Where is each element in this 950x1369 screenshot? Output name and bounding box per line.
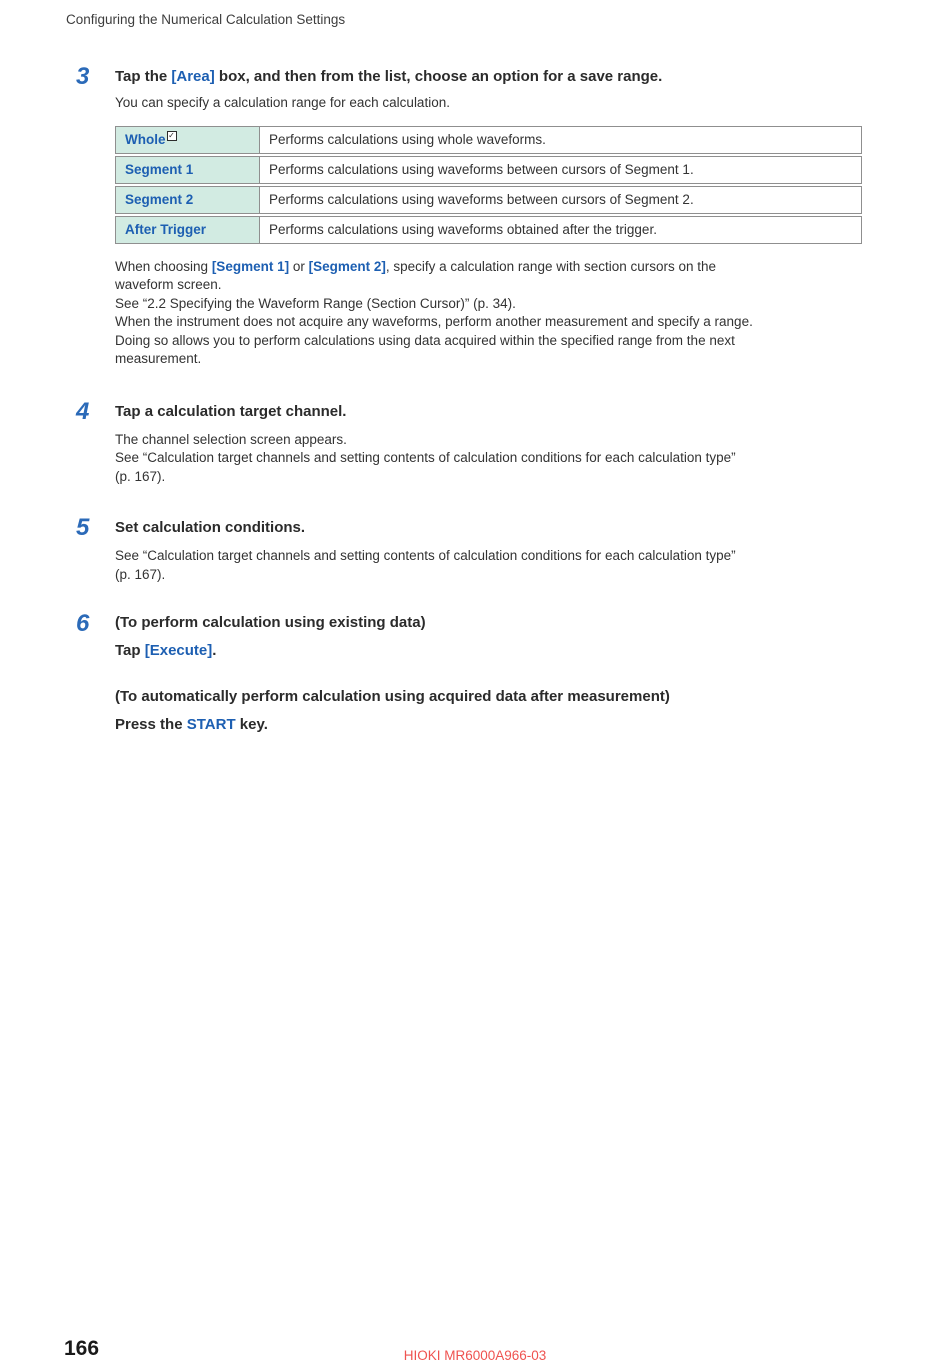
step-3 bbox=[66, 63, 886, 369]
step-number: 4 bbox=[76, 397, 90, 425]
step-heading-text: box, and then from the list, choose an option for a save range. bbox=[214, 68, 663, 85]
see-reference: See “2.2 Specifying the Waveform Range (Section Cursor)” (p. 34). bbox=[115, 295, 516, 311]
step-heading: Tap a calculation target channel. bbox=[115, 402, 347, 420]
area-option-label: Segment 1 bbox=[115, 156, 260, 184]
page-reference: (p. 167). bbox=[115, 566, 166, 582]
page-content bbox=[66, 63, 886, 735]
step-body-text: The channel selection screen appears. See “Calculation target channels and setting contents of calculation conditions for each calculation type” (p. 167). bbox=[115, 431, 736, 484]
area-box-reference: [Area] bbox=[171, 68, 215, 85]
case2-heading: (To automatically perform calculation using acquired data after measurement) bbox=[115, 688, 670, 705]
case1-instruction: Tap [Execute]. bbox=[115, 642, 217, 659]
table-row bbox=[115, 126, 862, 154]
step-6 bbox=[66, 610, 886, 735]
area-option-description: Performs calculations using waveforms between cursors of Segment 2. bbox=[260, 186, 862, 214]
see-reference: See “Calculation target channels and setting contents of calculation conditions for each calculation type” bbox=[115, 548, 736, 563]
see-reference: See “Calculation target channels and setting contents of calculation conditions for each calculation type” bbox=[115, 450, 736, 465]
page-number: 166 bbox=[64, 1337, 100, 1360]
area-option-table bbox=[115, 124, 862, 246]
note-paragraph: When choosing [Segment 1] or [Segment 2], specify a calculation range with section cursors on the waveform screen. See “2.2 Specifying the Waveform Range (Section Cursor)” (p. 34). When the instrument does not acquire any waveforms, perform another measurement and specify a range. Doing so allows you to perform calculations using data acquired within the specified range from the next measurement. bbox=[115, 258, 753, 366]
running-head: Configuring the Numerical Calculation Settings bbox=[66, 12, 346, 27]
step-intro: You can specify a calculation range for each calculation. bbox=[115, 95, 450, 110]
step-body-text bbox=[115, 547, 886, 584]
spacer bbox=[66, 584, 886, 613]
spacer bbox=[66, 369, 886, 401]
start-key-reference: START bbox=[186, 716, 236, 733]
table-row bbox=[115, 186, 862, 214]
table-row bbox=[115, 216, 862, 244]
execute-button-reference: [Execute] bbox=[144, 642, 213, 659]
step-number: 6 bbox=[76, 610, 90, 637]
spacer bbox=[66, 486, 886, 517]
area-option-description: Performs calculations using waveforms between cursors of Segment 1. bbox=[260, 156, 862, 184]
segment2-reference: [Segment 2] bbox=[308, 258, 386, 274]
step-number: 5 bbox=[76, 514, 90, 541]
area-option-label: Segment 2 bbox=[115, 186, 260, 214]
step-heading: Set calculation conditions. bbox=[115, 519, 306, 536]
table-row bbox=[115, 156, 862, 184]
area-option-description: Performs calculations using waveforms obtained after the trigger. bbox=[260, 216, 862, 244]
default-setting-icon: ✓ bbox=[168, 130, 175, 140]
case1-heading: (To perform calculation using existing data) bbox=[115, 614, 426, 631]
page-reference: (p. 167). bbox=[115, 468, 166, 484]
area-option-label: After Trigger bbox=[115, 216, 260, 244]
step-number: 3 bbox=[76, 63, 90, 90]
case2-instruction: Press the START key. bbox=[115, 716, 268, 733]
segment1-reference: [Segment 1] bbox=[211, 258, 290, 274]
area-option-label: Whole ✓ bbox=[115, 126, 260, 154]
step-heading-text: Tap the bbox=[115, 68, 172, 85]
doc-code: HIOKI MR6000A966-03 bbox=[403, 1348, 547, 1363]
step-4 bbox=[66, 397, 886, 487]
step-5 bbox=[66, 514, 886, 584]
step-heading bbox=[115, 66, 886, 87]
area-option-description: Performs calculations using whole waveforms. bbox=[260, 126, 862, 154]
spacer bbox=[115, 661, 886, 687]
